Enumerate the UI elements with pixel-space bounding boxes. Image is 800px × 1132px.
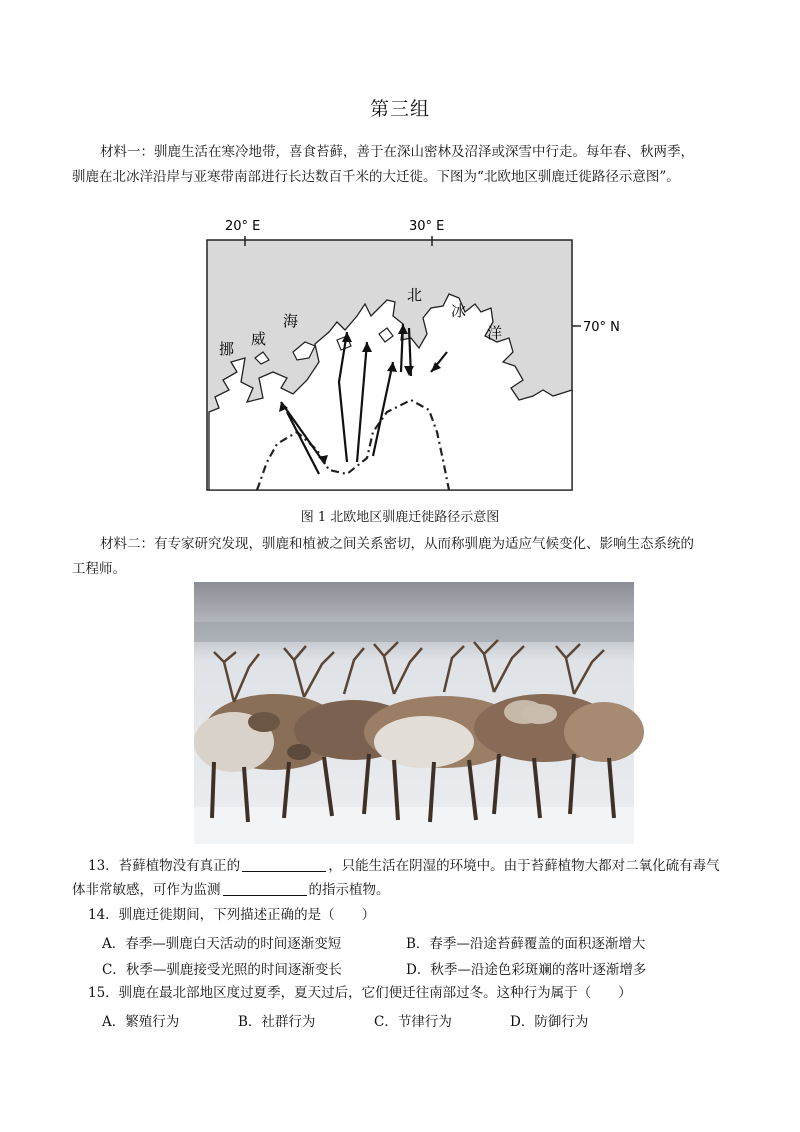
reindeer-photo <box>194 582 634 844</box>
question-13-cont <box>72 879 732 901</box>
material-one-line2: 驯鹿在北冰洋沿岸与亚寒带南部进行长达数百千米的大迁徙。下图为“北欧地区驯鹿迁徙路径示意图”。 <box>72 169 680 185</box>
map-label-yang: 洋 <box>487 324 503 342</box>
map-label-bei: 北 <box>407 286 423 304</box>
q14-option-c[interactable]: C．秋季—驯鹿接受光照的时间逐渐变长 <box>102 962 342 978</box>
migration-map-svg <box>197 212 620 502</box>
q13-text-3: 体非常敏感，可作为监测 <box>72 882 221 898</box>
material-one-line1: 材料一：驯鹿生活在寒冷地带，喜食苔藓，善于在深山密林及沼泽或深雪中行走。每年春、秋两季， <box>100 144 694 160</box>
q14-option-b[interactable]: B．春季—沿途苔藓覆盖的面积逐渐增大 <box>406 936 646 952</box>
q15-option-a[interactable]: A．繁殖行为 <box>102 1014 180 1030</box>
material-one <box>72 140 732 190</box>
map-lat-label-70n: 70° N <box>583 320 620 335</box>
q13-text-1: 13．苔藓植物没有真正的 <box>88 858 241 874</box>
material-two-line1: 材料二：有专家研究发现，驯鹿和植被之间关系密切，从而称驯鹿为适应气候变化、影响生态系统的 <box>100 536 694 552</box>
figure-caption: 图 1 北欧地区驯鹿迁徙路径示意图 <box>300 510 500 525</box>
q15-option-b[interactable]: B．社群行为 <box>238 1014 316 1030</box>
q13-blank-1[interactable] <box>242 856 326 872</box>
map-lon-label-30e: 30° E <box>409 219 445 234</box>
q13-text-2: ，只能生活在阴湿的环境中。由于苔藓植物大都对二氧化硫有毒气 <box>328 858 720 874</box>
q15-option-c[interactable]: C．节律行为 <box>374 1014 452 1030</box>
q14-option-d[interactable]: D．秋季—沿途色彩斑斓的落叶逐渐增多 <box>406 962 647 978</box>
map-label-wei: 威 <box>251 330 267 348</box>
q14-option-a[interactable]: A．春季—驯鹿白天活动的时间逐渐变短 <box>102 936 342 952</box>
q13-text-4: 的指示植物。 <box>308 882 390 898</box>
material-two-line2: 工程师。 <box>72 561 126 577</box>
reindeer-photo-svg <box>194 582 634 844</box>
map-label-hai: 海 <box>283 312 299 330</box>
map-lon-label-20e: 20° E <box>225 219 261 234</box>
question-14-stem: 14．驯鹿迁徙期间，下列描述正确的是（ ） <box>88 907 376 923</box>
map-label-bing: 冰 <box>451 302 467 320</box>
question-13 <box>88 855 738 877</box>
map-label-nuo: 挪 <box>219 340 235 358</box>
page-title: 第三组 <box>369 98 430 120</box>
q15-option-d[interactable]: D．防御行为 <box>510 1014 589 1030</box>
migration-map <box>197 212 620 502</box>
q13-blank-2[interactable] <box>223 880 307 896</box>
material-two <box>72 532 732 582</box>
question-15-stem: 15．驯鹿在最北部地区度过夏季，夏天过后，它们便迁往南部过冬。这种行为属于（ ） <box>88 985 632 1001</box>
